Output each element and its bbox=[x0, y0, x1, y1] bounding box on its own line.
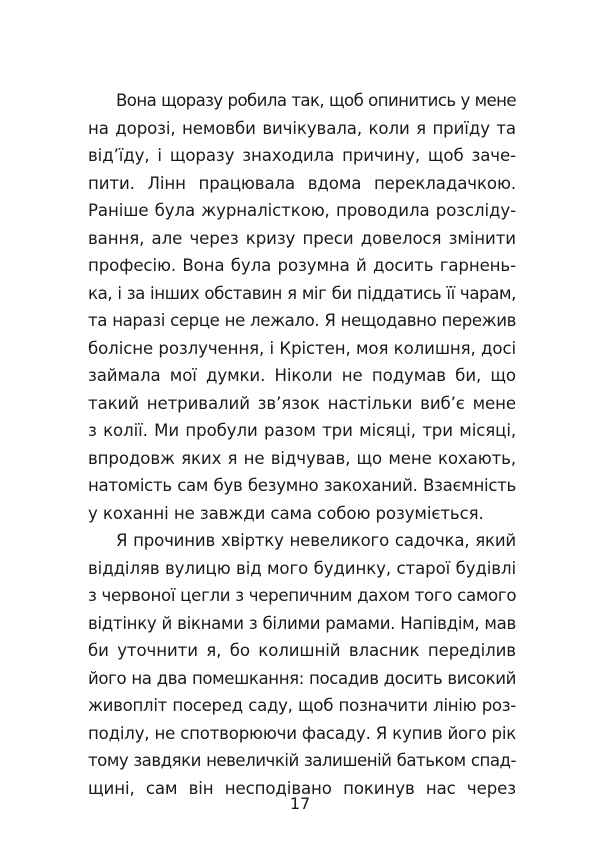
text-line: поділу, не спотворюючи фасаду. Я купив його рік bbox=[88, 723, 517, 743]
text-line: ка, і за інших обставин я міг би піддатись її чарам, bbox=[88, 283, 516, 303]
text-line: пити. Лінн працювала вдома перекладачкою. bbox=[88, 173, 516, 193]
text-line: відтінку й вікнами з білими рамами. Напівдім, мав bbox=[88, 613, 516, 633]
text-line: Вона щоразу робила так, щоб опинитись у мене bbox=[116, 91, 516, 110]
text-line: болісне розлучення, і Крістен, моя колишня, досі bbox=[88, 338, 516, 358]
text-line: Раніше була журналісткою, проводила розсліду- bbox=[88, 201, 516, 220]
text-line: такий нетривалий зв’язок настільки виб’є мене bbox=[88, 393, 516, 413]
text-line: професію. Вона була розумна й досить гарнень- bbox=[88, 256, 516, 275]
text-line: з колії. Ми пробули разом три місяці, три місяці, bbox=[88, 421, 516, 440]
text-line: у коханні не завжди сама собою розуміється. bbox=[88, 503, 484, 523]
text-line: впродовж яких я не відчував, що мене кохають, bbox=[88, 448, 516, 468]
text-line: займала мої думки. Ніколи не подумав би, що bbox=[88, 366, 516, 385]
text-line: щині, сам він несподівано покинув нас через bbox=[88, 778, 516, 798]
text-line: його на два помешкання: посадив досить високий bbox=[88, 668, 516, 688]
text-line: та наразі серце не лежало. Я нещодавно пережив bbox=[88, 311, 516, 330]
page-number: 17 bbox=[289, 794, 311, 813]
text-line: відділяв вулицю від мого будинку, старої будівлі bbox=[88, 558, 516, 578]
text-line: вання, але через кризу преси довелося змінити bbox=[88, 228, 516, 248]
text-line: від’їду, і щоразу знаходила причину, щоб заче- bbox=[88, 146, 516, 165]
text-line: живопліт посеред саду, щоб позначити лінію роз- bbox=[88, 696, 516, 715]
text-line: на дорозі, немовби вичікувала, коли я приїду та bbox=[88, 118, 516, 138]
text-line: Я прочинив хвіртку невеликого садочка, який bbox=[116, 531, 516, 550]
text-line: натомість сам був безумно закоханий. Взаємність bbox=[88, 476, 516, 495]
text-line: тому завдяки невеличкій залишеній батьком спад- bbox=[88, 751, 516, 770]
text-line: би уточнити я, бо колишній власник переділив bbox=[88, 641, 516, 660]
body-text bbox=[88, 87, 516, 802]
text-line: з червоної цегли з черепичним дахом того самого bbox=[88, 586, 517, 605]
